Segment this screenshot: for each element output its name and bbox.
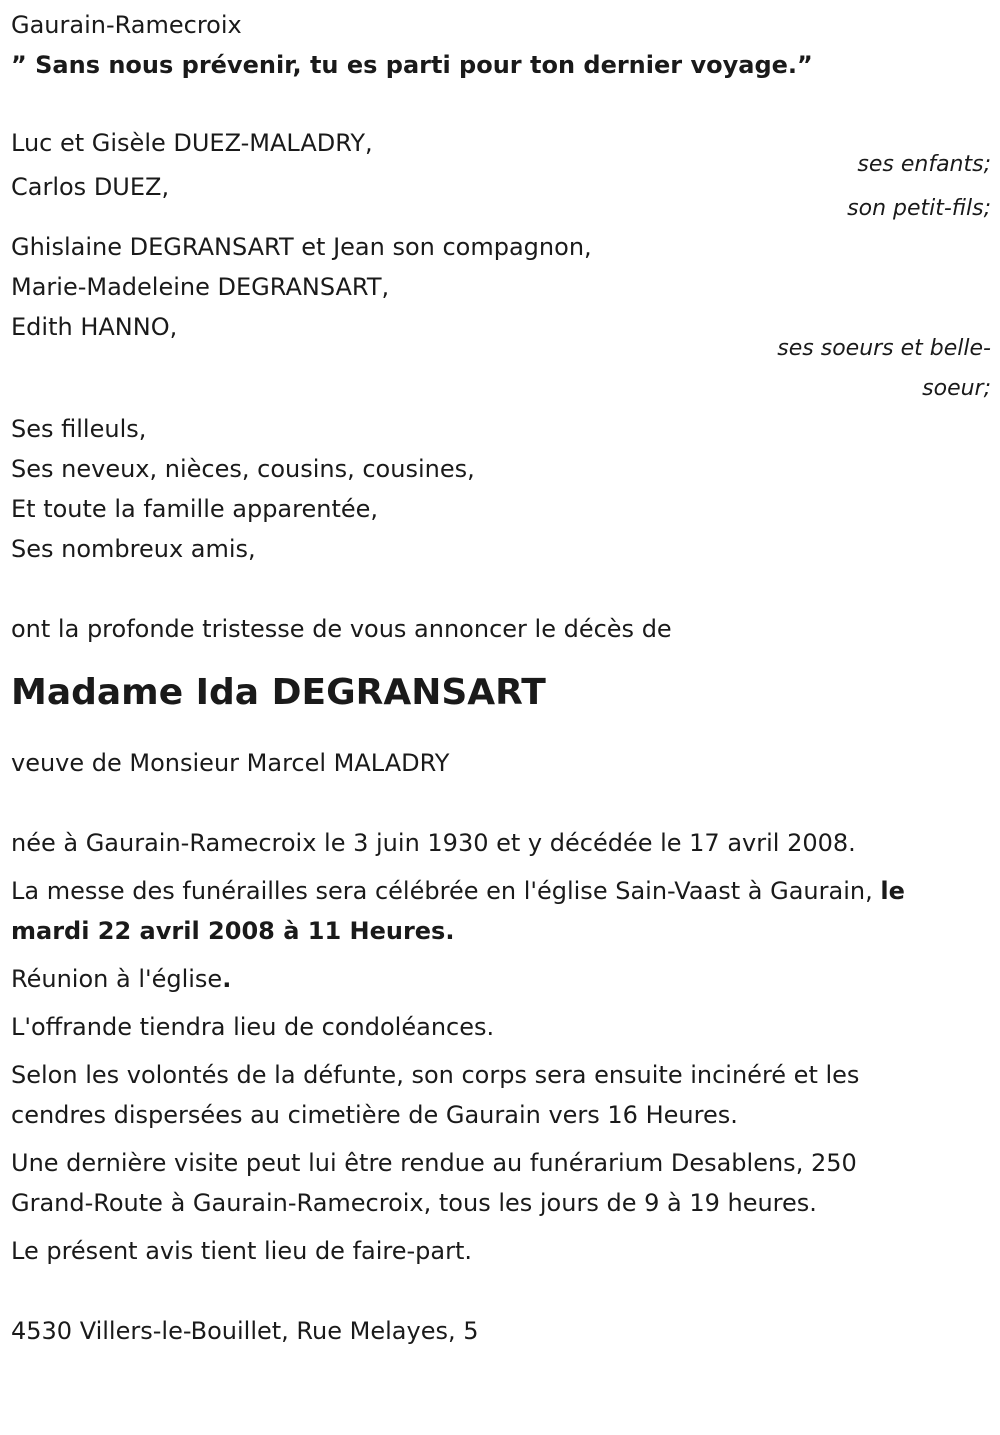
meeting-paragraph — [11, 959, 991, 999]
children-role: ses enfants; — [857, 152, 991, 177]
location-heading: Gaurain-Ramecroix — [11, 11, 242, 39]
sisters-role-line-1: ses soeurs et belle- — [777, 336, 991, 361]
mass-date-start: le — [880, 877, 905, 905]
children-name: Luc et Gisèle DUEZ-MALADRY, — [11, 129, 373, 157]
sister-1: Ghislaine DEGRANSART et Jean son compagnon, — [11, 233, 592, 261]
visit-line-2: Grand-Route à Gaurain-Ramecroix, tous les jours de 9 à 19 heures. — [11, 1189, 817, 1217]
mass-paragraph — [11, 871, 991, 951]
cremation-paragraph — [11, 1055, 991, 1135]
sisters-role-line-2: soeur; — [922, 376, 991, 401]
meeting-dot: . — [222, 965, 232, 993]
notice-text: Le présent avis tient lieu de faire-part. — [11, 1237, 473, 1265]
mass-text: La messe des funérailles sera célébrée en l'église Sain-Vaast à Gaurain, — [11, 877, 873, 905]
meeting-text: Réunion à l'église — [11, 965, 223, 993]
others-2: Ses neveux, nièces, cousins, cousines, — [11, 455, 475, 483]
cremation-line-2: cendres dispersées au cimetière de Gaurain vers 16 Heures. — [11, 1101, 738, 1129]
others-4: Ses nombreux amis, — [11, 535, 256, 563]
visit-line-1: Une dernière visite peut lui être rendue au funérarium Desablens, 250 — [11, 1149, 857, 1177]
mass-date: mardi 22 avril 2008 à 11 Heures. — [11, 917, 455, 945]
announcement: ont la profonde tristesse de vous annoncer le décès de — [11, 615, 672, 643]
offering-text: L'offrande tiendra lieu de condoléances. — [11, 1013, 495, 1041]
sister-2: Marie-Madeleine DEGRANSART, — [11, 273, 390, 301]
address: 4530 Villers-le-Bouillet, Rue Melayes, 5 — [11, 1317, 479, 1345]
sister-3: Edith HANNO, — [11, 313, 178, 341]
birth-death: née à Gaurain-Ramecroix le 3 juin 1930 et y décédée le 17 avril 2008. — [11, 829, 856, 857]
others-1: Ses filleuls, — [11, 415, 147, 443]
quote: ” Sans nous prévenir, tu es parti pour ton dernier voyage.” — [11, 51, 813, 79]
widow-of: veuve de Monsieur Marcel MALADRY — [11, 749, 450, 777]
cremation-line-1: Selon les volontés de la défunte, son corps sera ensuite incinéré et les — [11, 1061, 860, 1089]
visit-paragraph — [11, 1143, 991, 1223]
grandson-role: son petit-fils; — [847, 196, 991, 221]
others-3: Et toute la famille apparentée, — [11, 495, 379, 523]
obituary-document — [11, 5, 991, 1351]
deceased-name: Madame Ida DEGRANSART — [11, 672, 546, 713]
grandson-name: Carlos DUEZ, — [11, 173, 170, 201]
